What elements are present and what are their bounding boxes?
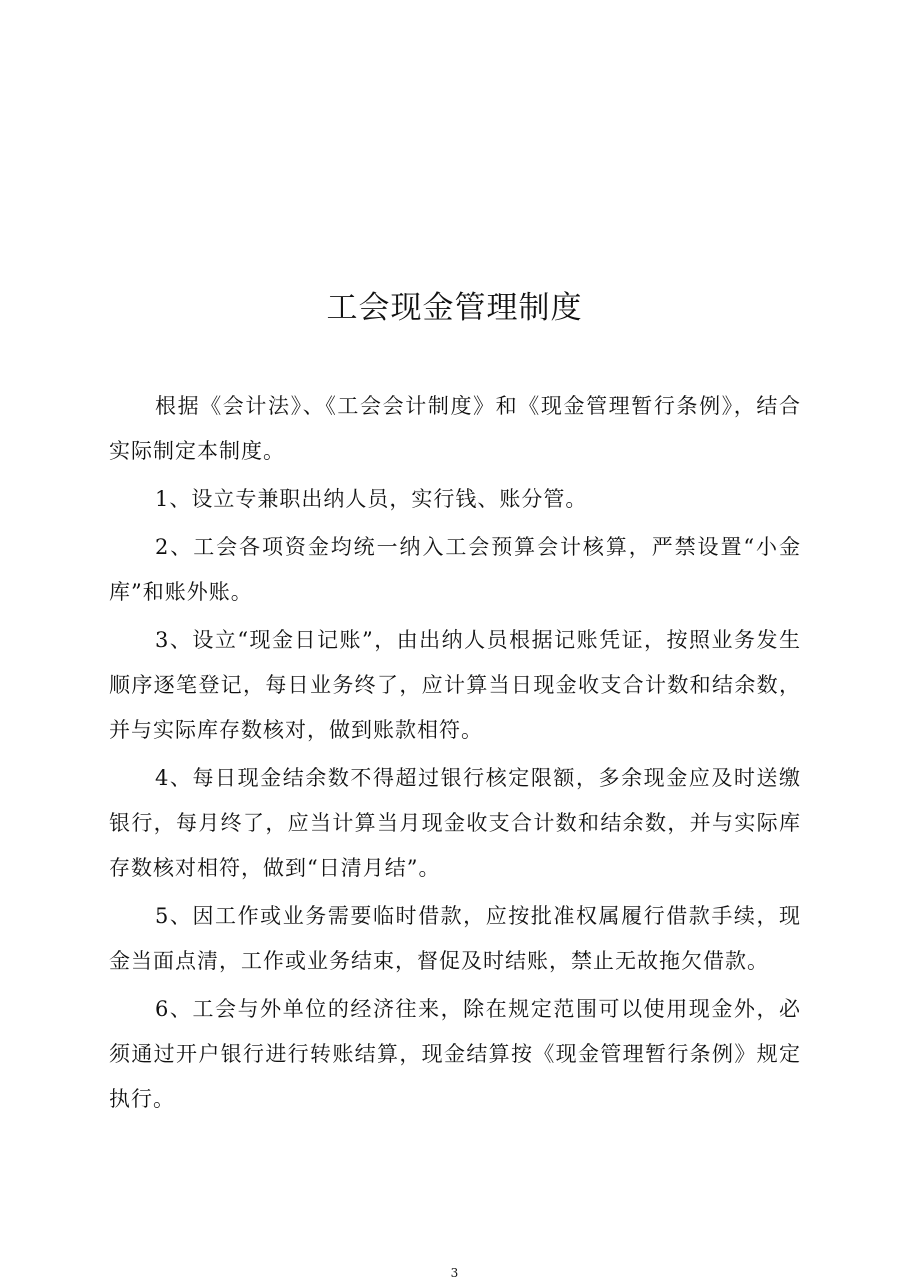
rule-paragraph-1: 1、设立专兼职出纳人员，实行钱、账分管。 — [155, 487, 588, 511]
rule-paragraph-2: 2、工会各项资金均统一纳入工会预算会计核算，严禁设置“小金库”和账外账。 — [109, 535, 801, 604]
document-body — [109, 384, 801, 1125]
rule-paragraph-5: 5、因工作或业务需要临时借款，应按批准权属履行借款手续，现金当面点清，工作或业务结束，督促及时结账，禁止无故拖欠借款。 — [109, 904, 801, 973]
document-title: 工会现金管理制度 — [326, 290, 583, 326]
rule-paragraph-4: 4、每日现金结余数不得超过银行核定限额，多余现金应及时送缴银行，每月终了，应当计算当月现金收支合计数和结余数，并与实际库存数核对相符，做到“日清月结”。 — [109, 766, 801, 880]
page-number: 3 — [450, 1266, 459, 1280]
intro-paragraph: 根据《会计法》、《工会会计制度》和《现金管理暂行条例》，结合实际制定本制度。 — [109, 394, 801, 463]
rule-paragraph-3: 3、设立“现金日记账”，由出纳人员根据记账凭证，按照业务发生顺序逐笔登记，每日业务终了，应计算当日现金收支合计数和结余数，并与实际库存数核对，做到账款相符。 — [109, 628, 801, 742]
rule-paragraph-6: 6、工会与外单位的经济往来，除在规定范围可以使用现金外，必须通过开户银行进行转账结算，现金结算按《现金管理暂行条例》规定执行。 — [109, 997, 801, 1111]
